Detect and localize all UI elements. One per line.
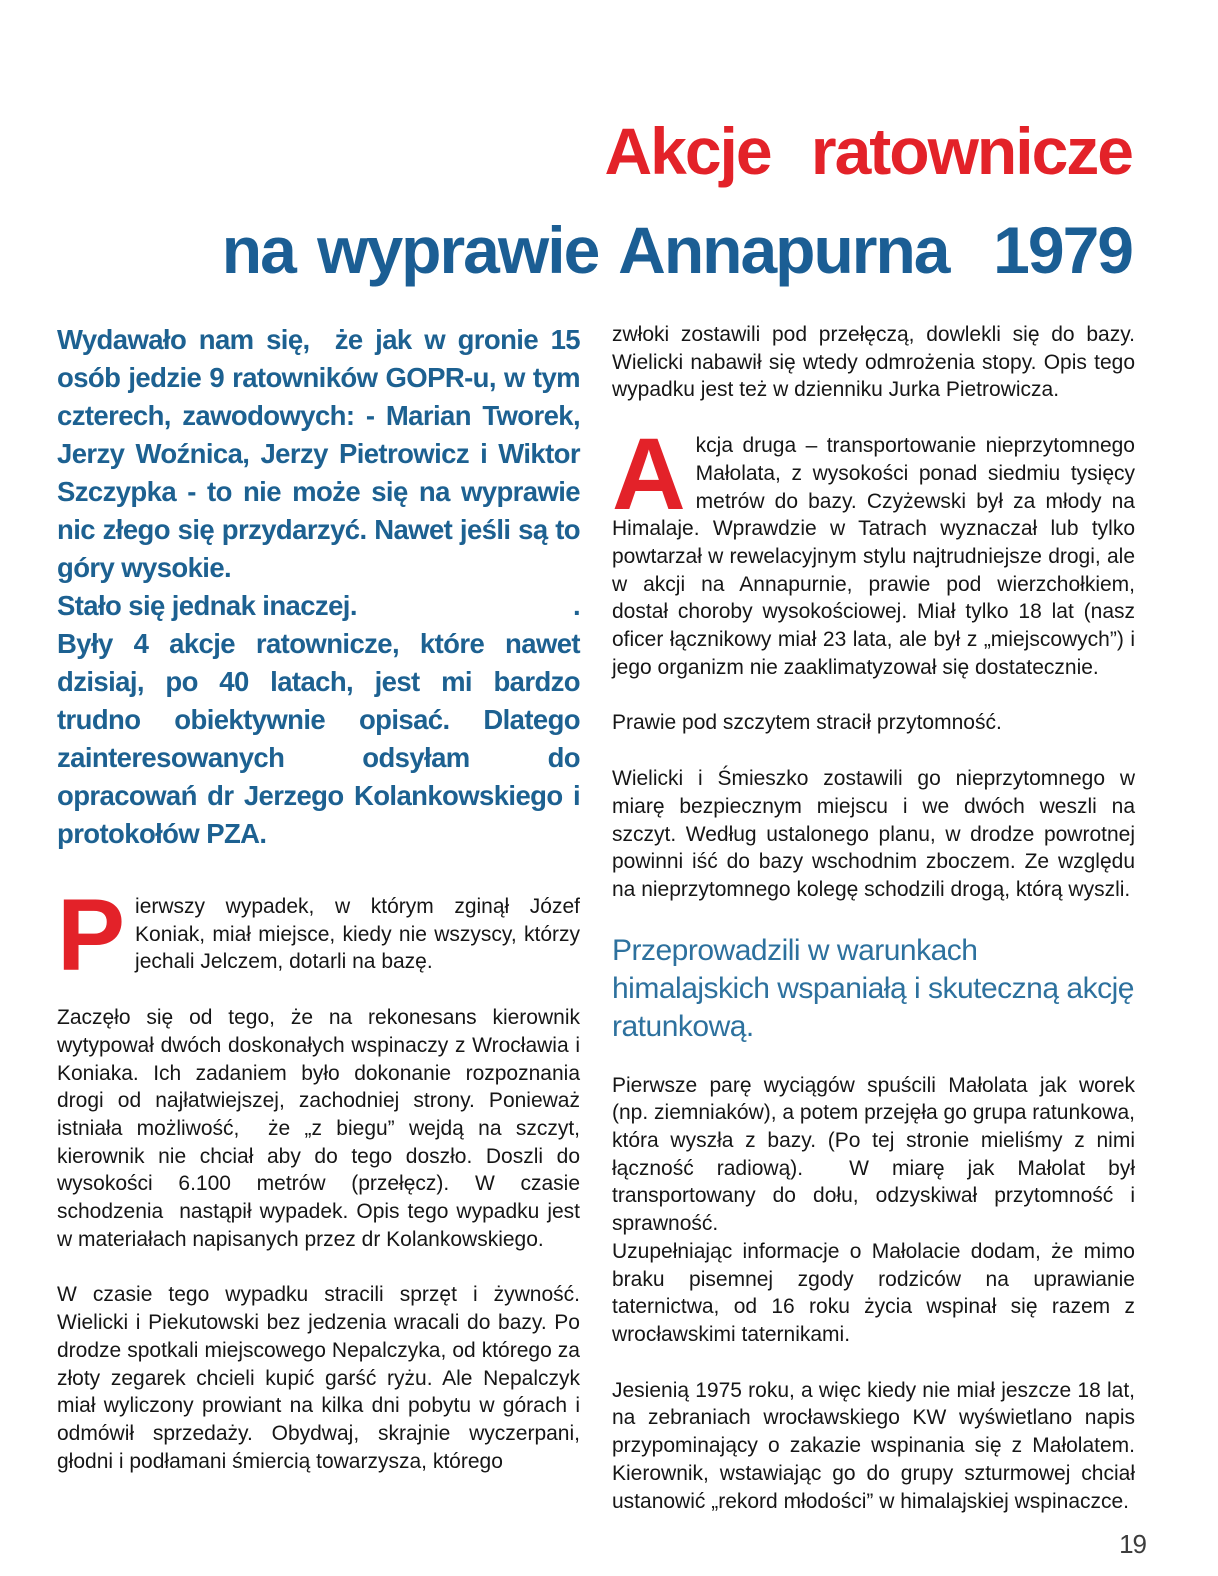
- dropcap-letter-a: A: [612, 417, 686, 532]
- paragraph-second-action-text: kcja druga – transportowanie nieprzytomnego Małolata, z wysokości ponad siedmiu tysięcy metrów do bazy. Czyżewski był za młody na Himalaje. Wprawdzie w Tatrach wyznaczał lub tylko powtarzał w rewelacyjnym stylu najtrudniejsze drogi, ale w akcji na Annapurnie, prawie pod wierzchołkiem, dostał choroby wysokościowej. Miał tylko 18 lat (nasz oficer łącznikowy miał 23 lata, ale był z „miejscowych”) i jego organizm nie zaaklimatyzował się dostatecznie.: [612, 434, 1135, 679]
- paragraph-supplement-info: Uzupełniając informacje o Małolacie dodam, że mimo braku pisemnej zgody rodziców na uprawianie taternictwa, od 16 roku życia wspinał się razem z wrocławskimi taternikami.: [612, 1239, 1135, 1346]
- article-columns: [0, 283, 1218, 1543]
- intro-split-left: Stało się jednak inaczej.: [57, 590, 357, 621]
- paragraph-wielicki-smieszko: Wielicki i Śmieszko zostawili go nieprzytomnego w miarę bezpiecznym miejscu i we dwóch weszli na szczyt. Według ustalonego planu, w drodze powrotnej powinni iść do bazy wschodnim zboczem. Ze względu na nieprzytomnego kolegę schodzili drogą, którą wyszli.: [612, 767, 1135, 901]
- paragraph-second-action: [612, 417, 1135, 681]
- intro-paragraph-2: Były 4 akcje ratownicze, które nawet dzisiaj, po 40 latach, jest mi bardzo trudno obiektywnie opisać. Dlatego zainteresowanych odsyłam do opracowań dr Jerzego Kolankowskiego i protokołów PZA.: [57, 628, 580, 849]
- paragraph-rescue-descent: Pierwsze parę wyciągów spuścili Małolata jak worek (np. ziemniaków), a potem przejęła go grupa ratunkowa, która wyszła z bazy. (Po tej stronie mieliśmy z nimi łączność radiową). W miarę jak Małolat był transportowany do dołu, odzyskiwał przytomność i sprawność.: [612, 1073, 1135, 1236]
- paragraph-lost-equipment: W czasie tego wypadku stracili sprzęt i żywność. Wielicki i Piekutowski bez jedzenia wracali do bazy. Po drodze spotkali miejscowego Nepalczyka, od którego za złoty zegarek chcieli kupić garść ryżu. Ale Nepalczyk miał wyliczony prowiant na kilka dni pobytu w górach i odmówił sprzedaży. Obydwaj, skrajnie wyczerpani, głodni i podłamani śmiercią towarzysza, którego: [57, 1283, 580, 1473]
- paragraph-reconnaissance: Zaczęło się od tego, że na rekonesans kierownik wytypował dwóch doskonałych wspinaczy z Wrocławia i Koniaka. Ich zadaniem było dokonanie rozpoznania drogi od najłatwiejszej, zachodniej strony. Ponieważ istniała możliwość, że „z biegu” wejdą na szczyt, kierownik nie chciał aby do tego doszło. Doszli do wysokości 6.100 metrów (przełęcz). W czasie schodzenia nastąpił wypadek. Opis tego wypadku jest w materiałach napisanych przez dr Kolankowskiego.: [57, 1006, 580, 1251]
- article-title: [0, 0, 1218, 287]
- article-title-line2: na wyprawie Annapurna 1979: [221, 213, 1132, 287]
- intro-paragraph-1: Wydawało nam się, że jak w gronie 15 osób jedzie 9 ratowników GOPR-u, w tym czterech, zawodowych: - Marian Tworek, Jerzy Woźnica, Jerzy Pietrowicz i Wiktor Szczypka - to nie może się na wyprawie nic złego się przydarzyć. Nawet jeśli są to góry wysokie.: [57, 324, 580, 583]
- paragraph-body-continuation: zwłoki zostawili pod przełęczą, dowlekli się do bazy. Wielicki nabawił się wtedy odmrożenia stopy. Opis tego wypadku jest też w dzienniku Jurka Pietrowicza.: [612, 323, 1135, 402]
- right-column: [612, 321, 1135, 1543]
- page-number: 19: [1119, 1529, 1146, 1559]
- paragraph-lost-consciousness: Prawie pod szczytem stracił przytomność.: [612, 711, 1002, 735]
- intro-split-right: .: [572, 590, 580, 621]
- dropcap-letter-p: P: [57, 878, 126, 992]
- intro-split-line: [57, 587, 580, 625]
- paragraph-first-accident-text: ierwszy wypadek, w którym zginął Józef Koniak, miał miejsce, kiedy nie wszyscy, którzy jechali Jelczem, dotarli na bazę.: [135, 895, 580, 974]
- intro-lead: [57, 321, 580, 853]
- left-column: [57, 321, 580, 1503]
- article-title-line1: Akcje ratownicze: [604, 114, 1132, 188]
- paragraph-first-accident: [57, 878, 580, 992]
- paragraph-autumn-1975: Jesienią 1975 roku, a więc kiedy nie miał jeszcze 18 lat, na zebraniach wrocławskiego KW wyświetlano napis przypominający o zakazie wspinania się z Małolatem. Kierownik, wstawiając go do grupy szturmowej chciał ustanowić „rekord młodości” w himalajskiej wspinaczce.: [612, 1378, 1135, 1513]
- section-subheading: Przeprowadzili w warunkach himalajskich wspaniałą i skuteczną akcję ratunkową.: [612, 933, 1134, 1043]
